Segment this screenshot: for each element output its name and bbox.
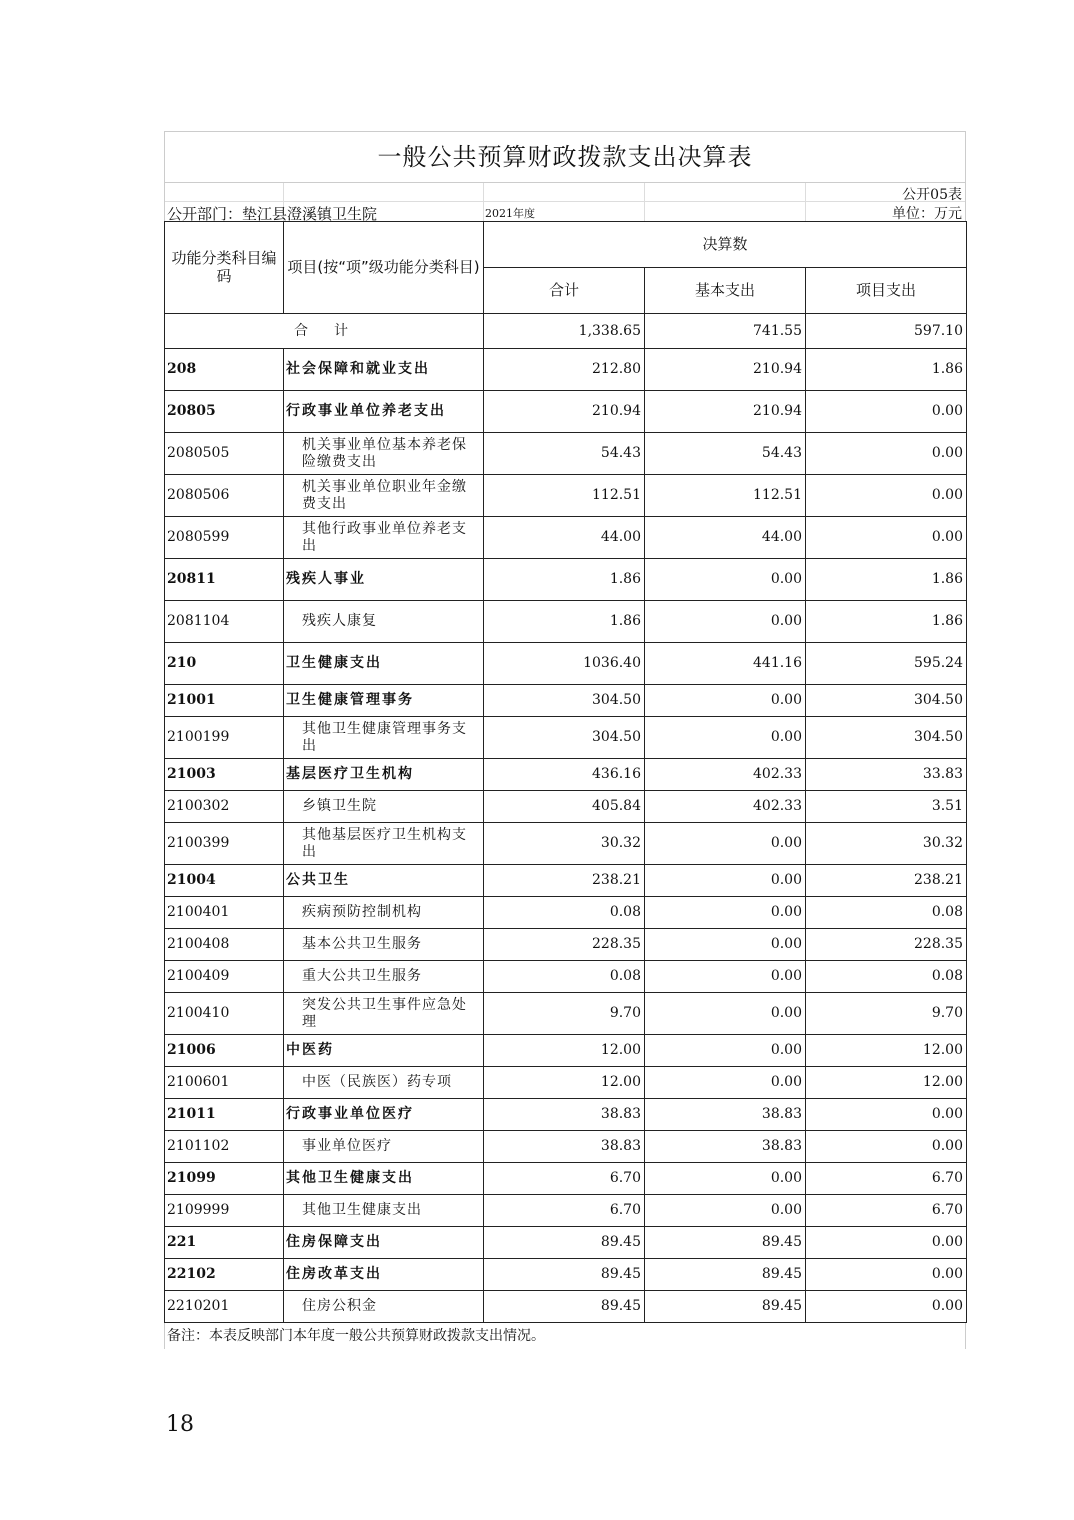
total-row (165, 314, 967, 349)
row-basic: 0.00 (645, 717, 806, 759)
row-code: 2100409 (165, 961, 284, 993)
row-project: 0.00 (806, 433, 967, 475)
row-total: 1036.40 (484, 643, 645, 685)
row-name: 突发公共卫生事件应急处理 (284, 993, 484, 1035)
table-row (165, 1035, 967, 1067)
row-basic: 0.00 (645, 961, 806, 993)
row-basic: 89.45 (645, 1227, 806, 1259)
row-basic: 38.83 (645, 1131, 806, 1163)
row-project: 1.86 (806, 559, 967, 601)
row-total: 89.45 (484, 1259, 645, 1291)
table-row (165, 865, 967, 897)
row-code: 2100401 (165, 897, 284, 929)
row-name: 行政事业单位养老支出 (284, 391, 484, 433)
row-name: 社会保障和就业支出 (284, 349, 484, 391)
footnote: 备注：本表反映部门本年度一般公共预算财政拨款支出情况。 (164, 1323, 966, 1349)
row-total: 436.16 (484, 759, 645, 791)
row-project: 12.00 (806, 1035, 967, 1067)
row-basic: 0.00 (645, 601, 806, 643)
total-row-label: 合 计 (165, 314, 484, 349)
row-total: 38.83 (484, 1099, 645, 1131)
row-name: 事业单位医疗 (284, 1131, 484, 1163)
row-project: 0.00 (806, 1259, 967, 1291)
meta-bar (164, 183, 966, 221)
row-name: 乡镇卫生院 (284, 791, 484, 823)
row-total: 89.45 (484, 1291, 645, 1323)
row-total: 228.35 (484, 929, 645, 961)
table-row (165, 433, 967, 475)
row-name: 残疾人事业 (284, 559, 484, 601)
budget-sheet (164, 131, 966, 1349)
row-total: 38.83 (484, 1131, 645, 1163)
row-code: 2081104 (165, 601, 284, 643)
row-code: 210 (165, 643, 284, 685)
row-name: 其他卫生健康管理事务支出 (284, 717, 484, 759)
row-name: 其他卫生健康支出 (284, 1163, 484, 1195)
row-basic: 0.00 (645, 865, 806, 897)
row-total: 6.70 (484, 1195, 645, 1227)
total-row-project: 597.10 (806, 314, 967, 349)
header-total: 合计 (484, 268, 645, 314)
form-number: 公开05表 (902, 187, 962, 203)
row-total: 1.86 (484, 601, 645, 643)
row-total: 12.00 (484, 1035, 645, 1067)
row-code: 20811 (165, 559, 284, 601)
row-basic: 441.16 (645, 643, 806, 685)
row-name: 机关事业单位职业年金缴费支出 (284, 475, 484, 517)
row-total: 304.50 (484, 717, 645, 759)
row-basic: 89.45 (645, 1291, 806, 1323)
row-name: 卫生健康支出 (284, 643, 484, 685)
unit-label: 单位：万元 (892, 206, 962, 222)
row-project: 0.00 (806, 475, 967, 517)
row-project: 1.86 (806, 601, 967, 643)
table-row (165, 929, 967, 961)
row-name: 住房保障支出 (284, 1227, 484, 1259)
row-total: 12.00 (484, 1067, 645, 1099)
row-total: 210.94 (484, 391, 645, 433)
table-row (165, 475, 967, 517)
table-row (165, 1067, 967, 1099)
row-project: 33.83 (806, 759, 967, 791)
total-row-basic: 741.55 (645, 314, 806, 349)
row-name: 住房改革支出 (284, 1259, 484, 1291)
row-code: 2100408 (165, 929, 284, 961)
table-row (165, 823, 967, 865)
table-row (165, 349, 967, 391)
row-code: 21001 (165, 685, 284, 717)
row-total: 89.45 (484, 1227, 645, 1259)
table-row (165, 391, 967, 433)
row-name: 残疾人康复 (284, 601, 484, 643)
row-project: 304.50 (806, 685, 967, 717)
row-total: 30.32 (484, 823, 645, 865)
row-total: 44.00 (484, 517, 645, 559)
table-row (165, 791, 967, 823)
row-code: 2100199 (165, 717, 284, 759)
row-code: 2080599 (165, 517, 284, 559)
row-basic: 402.33 (645, 791, 806, 823)
table-row (165, 717, 967, 759)
row-name: 住房公积金 (284, 1291, 484, 1323)
header-basic: 基本支出 (645, 268, 806, 314)
row-project: 0.00 (806, 1131, 967, 1163)
department-label: 公开部门：垫江县澄溪镇卫生院 (167, 205, 378, 223)
row-code: 22102 (165, 1259, 284, 1291)
row-code: 21011 (165, 1099, 284, 1131)
row-project: 30.32 (806, 823, 967, 865)
row-name: 其他卫生健康支出 (284, 1195, 484, 1227)
row-code: 20805 (165, 391, 284, 433)
row-basic: 54.43 (645, 433, 806, 475)
row-basic: 0.00 (645, 559, 806, 601)
row-basic: 112.51 (645, 475, 806, 517)
row-basic: 0.00 (645, 685, 806, 717)
fiscal-year: 2021年度 (485, 207, 535, 220)
row-total: 0.08 (484, 961, 645, 993)
row-basic: 0.00 (645, 1067, 806, 1099)
table-row (165, 1291, 967, 1323)
header-group: 决算数 (484, 222, 967, 268)
row-basic: 0.00 (645, 1163, 806, 1195)
row-project: 0.00 (806, 1291, 967, 1323)
page-title: 一般公共预算财政拨款支出决算表 (164, 131, 966, 183)
header-code: 功能分类科目编码 (165, 222, 284, 314)
row-name: 重大公共卫生服务 (284, 961, 484, 993)
page-number: 18 (166, 1412, 194, 1437)
row-code: 2101102 (165, 1131, 284, 1163)
row-project: 0.00 (806, 1227, 967, 1259)
row-name: 基本公共卫生服务 (284, 929, 484, 961)
table-row (165, 1131, 967, 1163)
row-basic: 89.45 (645, 1259, 806, 1291)
table-row (165, 517, 967, 559)
row-total: 212.80 (484, 349, 645, 391)
row-name: 公共卫生 (284, 865, 484, 897)
row-project: 238.21 (806, 865, 967, 897)
row-total: 112.51 (484, 475, 645, 517)
row-name: 行政事业单位医疗 (284, 1099, 484, 1131)
row-code: 21004 (165, 865, 284, 897)
row-code: 2109999 (165, 1195, 284, 1227)
header-item: 项目(按“项”级功能分类科目) (284, 222, 484, 314)
table-row (165, 601, 967, 643)
row-code: 221 (165, 1227, 284, 1259)
row-basic: 0.00 (645, 897, 806, 929)
row-total: 1.86 (484, 559, 645, 601)
row-basic: 0.00 (645, 1035, 806, 1067)
row-project: 304.50 (806, 717, 967, 759)
row-project: 0.00 (806, 391, 967, 433)
row-basic: 44.00 (645, 517, 806, 559)
row-project: 6.70 (806, 1163, 967, 1195)
row-basic: 0.00 (645, 823, 806, 865)
row-name: 中医（民族医）药专项 (284, 1067, 484, 1099)
row-basic: 0.00 (645, 1195, 806, 1227)
table-row (165, 897, 967, 929)
row-code: 21099 (165, 1163, 284, 1195)
row-code: 2100601 (165, 1067, 284, 1099)
row-code: 2080506 (165, 475, 284, 517)
row-total: 405.84 (484, 791, 645, 823)
table-row (165, 685, 967, 717)
budget-table (164, 221, 967, 1323)
row-name: 中医药 (284, 1035, 484, 1067)
row-code: 2100302 (165, 791, 284, 823)
row-project: 0.08 (806, 897, 967, 929)
row-basic: 402.33 (645, 759, 806, 791)
row-total: 6.70 (484, 1163, 645, 1195)
row-basic: 38.83 (645, 1099, 806, 1131)
table-row (165, 961, 967, 993)
row-code: 2080505 (165, 433, 284, 475)
row-code: 2100399 (165, 823, 284, 865)
total-row-total: 1,338.65 (484, 314, 645, 349)
row-basic: 0.00 (645, 993, 806, 1035)
row-name: 基层医疗卫生机构 (284, 759, 484, 791)
row-total: 304.50 (484, 685, 645, 717)
row-total: 9.70 (484, 993, 645, 1035)
row-basic: 0.00 (645, 929, 806, 961)
row-project: 228.35 (806, 929, 967, 961)
row-name: 卫生健康管理事务 (284, 685, 484, 717)
row-name: 机关事业单位基本养老保险缴费支出 (284, 433, 484, 475)
row-code: 21006 (165, 1035, 284, 1067)
row-project: 3.51 (806, 791, 967, 823)
row-project: 9.70 (806, 993, 967, 1035)
table-row (165, 1259, 967, 1291)
row-project: 0.08 (806, 961, 967, 993)
table-row (165, 1163, 967, 1195)
row-code: 2100410 (165, 993, 284, 1035)
table-row (165, 1195, 967, 1227)
row-project: 6.70 (806, 1195, 967, 1227)
row-name: 其他基层医疗卫生机构支出 (284, 823, 484, 865)
row-total: 0.08 (484, 897, 645, 929)
table-row (165, 993, 967, 1035)
table-row (165, 559, 967, 601)
row-name: 其他行政事业单位养老支出 (284, 517, 484, 559)
row-total: 238.21 (484, 865, 645, 897)
table-row (165, 643, 967, 685)
table-row (165, 759, 967, 791)
row-code: 21003 (165, 759, 284, 791)
row-total: 54.43 (484, 433, 645, 475)
header-project: 项目支出 (806, 268, 967, 314)
row-project: 1.86 (806, 349, 967, 391)
table-row (165, 1227, 967, 1259)
row-project: 0.00 (806, 517, 967, 559)
row-project: 12.00 (806, 1067, 967, 1099)
row-basic: 210.94 (645, 349, 806, 391)
row-name: 疾病预防控制机构 (284, 897, 484, 929)
row-project: 0.00 (806, 1099, 967, 1131)
row-basic: 210.94 (645, 391, 806, 433)
table-row (165, 1099, 967, 1131)
row-project: 595.24 (806, 643, 967, 685)
row-code: 208 (165, 349, 284, 391)
row-code: 2210201 (165, 1291, 284, 1323)
